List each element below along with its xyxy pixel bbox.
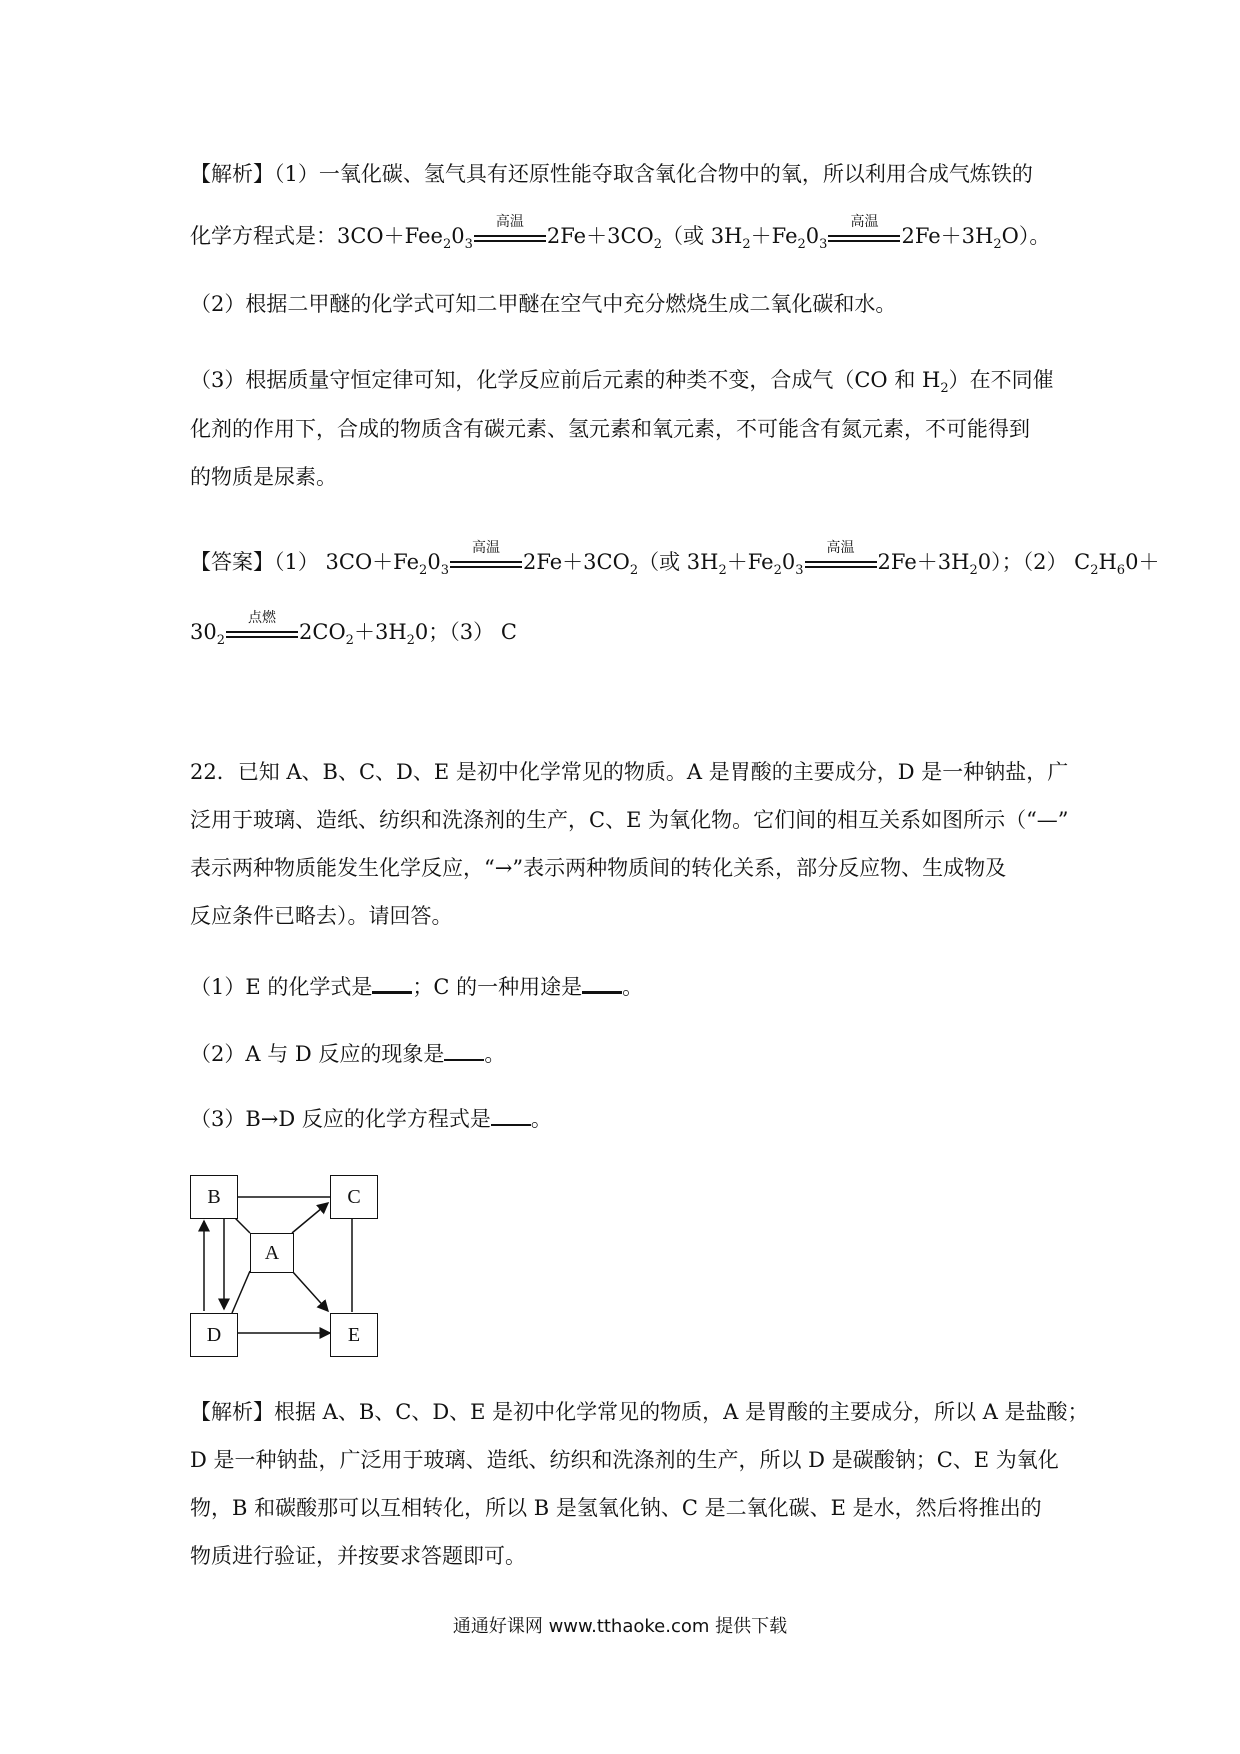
a-d-line [232, 1271, 250, 1313]
node-e: E [330, 1313, 378, 1357]
node-d: D [190, 1313, 238, 1357]
analysis-1-equation-line: 化学方程式是：$3CO+Fee_20_3$ 高温 $2Fe+3CO_2$（或 $3H_2+Fe_20_3$ 高温 $2Fe+3H_2O$）。 [190, 213, 1051, 253]
analysis-1-line-1: 【解析】（1）一氧化碳、氢气具有还原性能夺取含氧化合物中的氧，所以利用合成气炼铁的 [190, 162, 1033, 186]
a-b-line [234, 1217, 250, 1233]
analysis-1-line-5: 化剂的作用下，合成的物质含有碳元素、氢元素和氧元素，不可能含有氮元素，不可能得到 [190, 417, 1030, 441]
page-footer: 通通好课网 www.tthaoke.com 提供下载 [452, 1616, 788, 1637]
question-22-sub-1: （1）E 的化学式是 ；C 的一种用途是 。 [190, 975, 644, 999]
answer-blank[interactable] [372, 973, 412, 994]
node-a: A [250, 1233, 294, 1273]
node-b: B [190, 1175, 238, 1219]
question-22-line-4: 反应条件已略去）。请回答。 [190, 904, 453, 928]
answer-1-line-2: $30_2$ 点燃 $2CO_2+3H_20$；（3） C [190, 609, 517, 649]
ignite-equals-sign: 点燃 [226, 623, 298, 645]
high-temp-equals-sign: 高温 [828, 227, 900, 249]
analysis-1-line-4: （3）根据质量守恒定律可知，化学反应前后元素的种类不变，合成气（CO 和 $H_2$）在不同催 [190, 368, 1054, 397]
question-22-sub-2: （2）A 与 D 反应的现象是 。 [190, 1042, 506, 1066]
high-temp-equals-sign: 高温 [474, 227, 546, 249]
analysis-2-line-4: 物质进行验证，并按要求答题即可。 [190, 1544, 526, 1568]
question-22-line-3: 表示两种物质能发生化学反应，“→”表示两种物质间的转化关系，部分反应物、生成物及 [190, 856, 1007, 880]
analysis-1-line-3: （2）根据二甲醚的化学式可知二甲醚在空气中充分燃烧生成二氧化碳和水。 [190, 292, 897, 316]
high-temp-equals-sign: 高温 [450, 553, 522, 575]
a-to-c-arrow [292, 1203, 328, 1233]
analysis-2-line-3: 物，B 和碳酸那可以互相转化，所以 B 是氢氧化钠、C 是二氧化碳、E 是水，然后将推出的 [190, 1496, 1042, 1520]
answer-blank[interactable] [444, 1041, 484, 1061]
answer-blank[interactable] [582, 973, 622, 994]
answer-blank[interactable] [491, 1106, 531, 1126]
a-to-e-arrow [292, 1271, 328, 1311]
analysis-1-line-6: 的物质是尿素。 [190, 465, 337, 489]
question-22-line-2: 泛用于玻璃、造纸、纺织和洗涤剂的生产，C、E 为氧化物。它们间的相互关系如图所示（“—” [190, 808, 1069, 832]
node-c: C [330, 1175, 378, 1219]
high-temp-equals-sign: 高温 [805, 553, 877, 575]
question-22-line-1: 22．已知 A、B、C、D、E 是初中化学常见的物质。A 是胃酸的主要成分，D 是一种钠盐，广 [190, 760, 1069, 784]
relationship-diagram [190, 1175, 390, 1355]
question-22-sub-3: （3）B→D 反应的化学方程式是 。 [190, 1107, 552, 1131]
analysis-2-line-2: D 是一种钠盐，广泛用于玻璃、造纸、纺织和洗涤剂的生产，所以 D 是碳酸钠；C、E 为氧化 [190, 1448, 1059, 1472]
answer-1-line-1: 【答案】（1） $3CO+Fe_20_3$ 高温 $2Fe+3CO_2$（或 $3H_2+Fe_20_3$ 高温 $2Fe+3H_20$）；（2） $C_2H_60+$ [190, 539, 1160, 579]
analysis-2-line-1: 【解析】根据 A、B、C、D、E 是初中化学常见的物质，A 是胃酸的主要成分，所以 A 是盐酸； [190, 1400, 1089, 1424]
